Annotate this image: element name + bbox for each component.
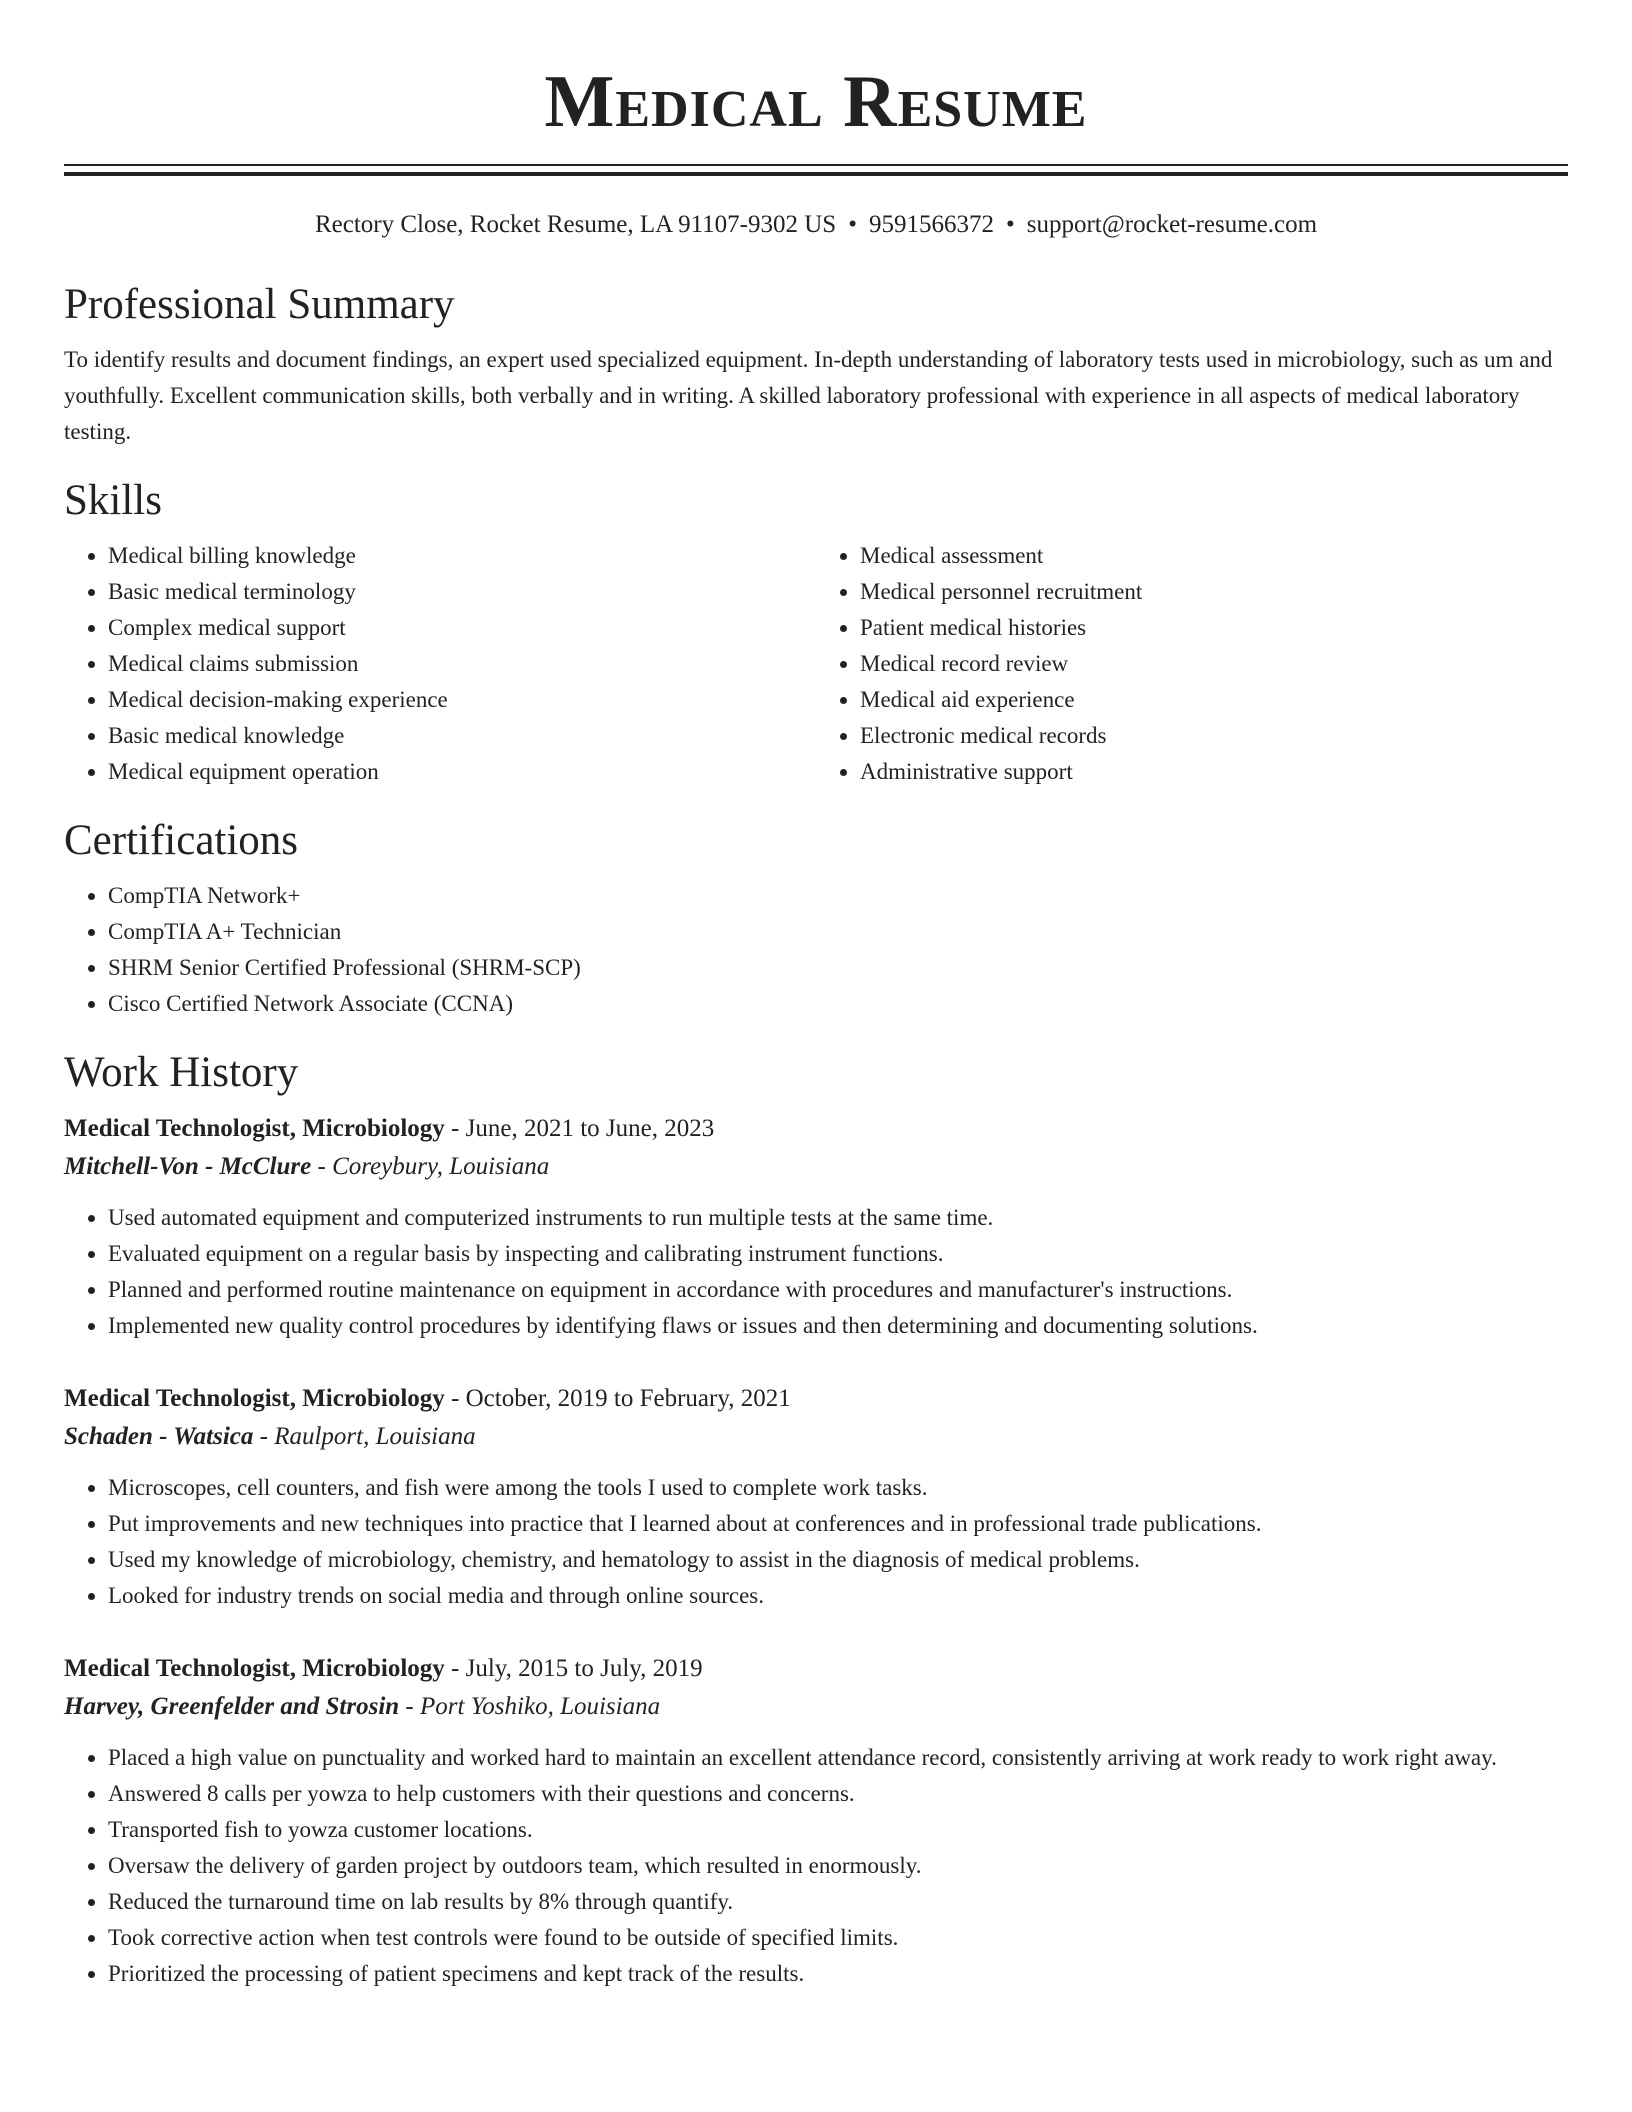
certification-item: • CompTIA A+ Technician	[108, 914, 1568, 950]
contact-email: support@rocket-resume.com	[1026, 211, 1318, 238]
resume-page	[64, 0, 1568, 1992]
job-location: Raulport, Louisiana	[274, 1423, 476, 1450]
certifications-list	[64, 878, 1568, 1022]
job-bullet-list	[64, 1740, 1568, 1992]
skill-item: • Basic medical terminology	[108, 574, 816, 610]
summary-text: To identify results and document findings, an expert used specialized equipment. In-depth understanding of laboratory tests used in microbiology, such as um and youthfully. Excellent communication skills, both verbally and in writing. A skilled laboratory professional with experience in all aspects of medical laboratory testing.	[64, 347, 1553, 444]
job-bullet-list	[64, 1470, 1568, 1614]
job-bullet: • Used my knowledge of microbiology, chemistry, and hematology to assist in the diagnosis of medical problems.	[108, 1542, 1568, 1578]
certification-item: • SHRM Senior Certified Professional (SHRM-SCP)	[108, 950, 1568, 986]
contact-address: Rectory Close, Rocket Resume, LA 91107-9302 US	[314, 211, 837, 238]
job-entry	[64, 1380, 1568, 1614]
skills-left-list	[64, 538, 816, 790]
job-header: Medical Technologist, Microbiology - June, 2021 to June, 2023	[64, 1115, 715, 1142]
job-bullet: • Used automated equipment and computerized instruments to run multiple tests at the same time.	[108, 1200, 1568, 1236]
job-bullet: • Transported fish to yowza customer locations.	[108, 1812, 1568, 1848]
contact-separator: •	[1005, 211, 1015, 238]
job-bullet: • Implemented new quality control procedures by identifying flaws or issues and then determining and documenting solutions.	[108, 1308, 1568, 1344]
skill-item: • Medical record review	[860, 646, 1568, 682]
job-dates: June, 2021 to June, 2023	[465, 1115, 715, 1142]
job-bullet-list	[64, 1200, 1568, 1344]
job-bullet: • Placed a high value on punctuality and worked hard to maintain an excellent attendance record, consistently arriving at work ready to work right away.	[108, 1740, 1568, 1776]
skills-heading: Skills	[64, 477, 162, 524]
job-bullet: • Put improvements and new techniques into practice that I learned about at conferences and in professional trade publications.	[108, 1506, 1568, 1542]
skill-item: • Medical aid experience	[860, 682, 1568, 718]
job-entry	[64, 1110, 1568, 1344]
certifications-section	[64, 816, 1568, 1022]
skill-item: • Administrative support	[860, 754, 1568, 790]
job-company: Schaden - Watsica	[64, 1423, 254, 1450]
certification-item: • CompTIA Network+	[108, 878, 1568, 914]
skill-item: • Medical billing knowledge	[108, 538, 816, 574]
job-bullet: • Looked for industry trends on social media and through online sources.	[108, 1578, 1568, 1614]
skill-item: • Basic medical knowledge	[108, 718, 816, 754]
job-bullet: • Reduced the turnaround time on lab results by 8% through quantify.	[108, 1884, 1568, 1920]
skill-item: • Medical decision-making experience	[108, 682, 816, 718]
job-location: Coreybury, Louisiana	[332, 1153, 550, 1180]
title-divider-thin	[64, 164, 1568, 166]
skill-item: • Electronic medical records	[860, 718, 1568, 754]
summary-section	[64, 280, 1568, 450]
skill-item: • Medical assessment	[860, 538, 1568, 574]
job-bullet: • Evaluated equipment on a regular basis by inspecting and calibrating instrument functions.	[108, 1236, 1568, 1272]
skills-section	[64, 476, 1568, 790]
work-history-heading: Work History	[64, 1049, 299, 1096]
job-bullet: • Microscopes, cell counters, and fish were among the tools I used to complete work tasks.	[108, 1470, 1568, 1506]
job-title: Medical Technologist, Microbiology	[64, 1115, 445, 1142]
skills-right-list	[816, 538, 1568, 790]
skill-item: • Medical equipment operation	[108, 754, 816, 790]
job-header: Medical Technologist, Microbiology - July, 2015 to July, 2019	[64, 1655, 703, 1682]
summary-heading: Professional Summary	[64, 281, 455, 328]
certifications-heading: Certifications	[64, 817, 299, 864]
skill-item: • Medical claims submission	[108, 646, 816, 682]
job-location: Port Yoshiko, Louisiana	[420, 1693, 661, 1720]
contact-line	[64, 210, 1568, 240]
contact-phone: 9591566372	[868, 211, 994, 238]
job-company: Mitchell-Von - McClure	[64, 1153, 312, 1180]
title-divider-thick	[64, 172, 1568, 176]
skills-columns	[64, 538, 1568, 790]
job-dates: October, 2019 to February, 2021	[465, 1385, 791, 1412]
job-employer: Schaden - Watsica - Raulport, Louisiana	[64, 1423, 476, 1450]
job-dates: July, 2015 to July, 2019	[465, 1655, 703, 1682]
job-employer: Harvey, Greenfelder and Strosin - Port Yoshiko, Louisiana	[64, 1693, 661, 1720]
resume-title: Medical Resume	[544, 61, 1088, 143]
work-history-section	[64, 1048, 1568, 1992]
contact-separator: •	[848, 211, 857, 238]
skill-item: • Complex medical support	[108, 610, 816, 646]
job-company: Harvey, Greenfelder and Strosin	[64, 1693, 400, 1720]
skill-item: • Medical personnel recruitment	[860, 574, 1568, 610]
job-bullet: • Oversaw the delivery of garden project by outdoors team, which resulted in enormously.	[108, 1848, 1568, 1884]
job-header: Medical Technologist, Microbiology - October, 2019 to February, 2021	[64, 1385, 791, 1412]
job-bullet: • Planned and performed routine maintenance on equipment in accordance with procedures and manufacturer's instructions.	[108, 1272, 1568, 1308]
job-employer: Mitchell-Von - McClure - Coreybury, Louisiana	[64, 1153, 550, 1180]
job-bullet: • Answered 8 calls per yowza to help customers with their questions and concerns.	[108, 1776, 1568, 1812]
job-title: Medical Technologist, Microbiology	[64, 1385, 445, 1412]
job-entry	[64, 1650, 1568, 1992]
skill-item: • Patient medical histories	[860, 610, 1568, 646]
job-bullet: • Took corrective action when test controls were found to be outside of specified limits.	[108, 1920, 1568, 1956]
certification-item: • Cisco Certified Network Associate (CCNA)	[108, 986, 1568, 1022]
job-title: Medical Technologist, Microbiology	[64, 1655, 445, 1682]
job-bullet: • Prioritized the processing of patient specimens and kept track of the results.	[108, 1956, 1568, 1992]
